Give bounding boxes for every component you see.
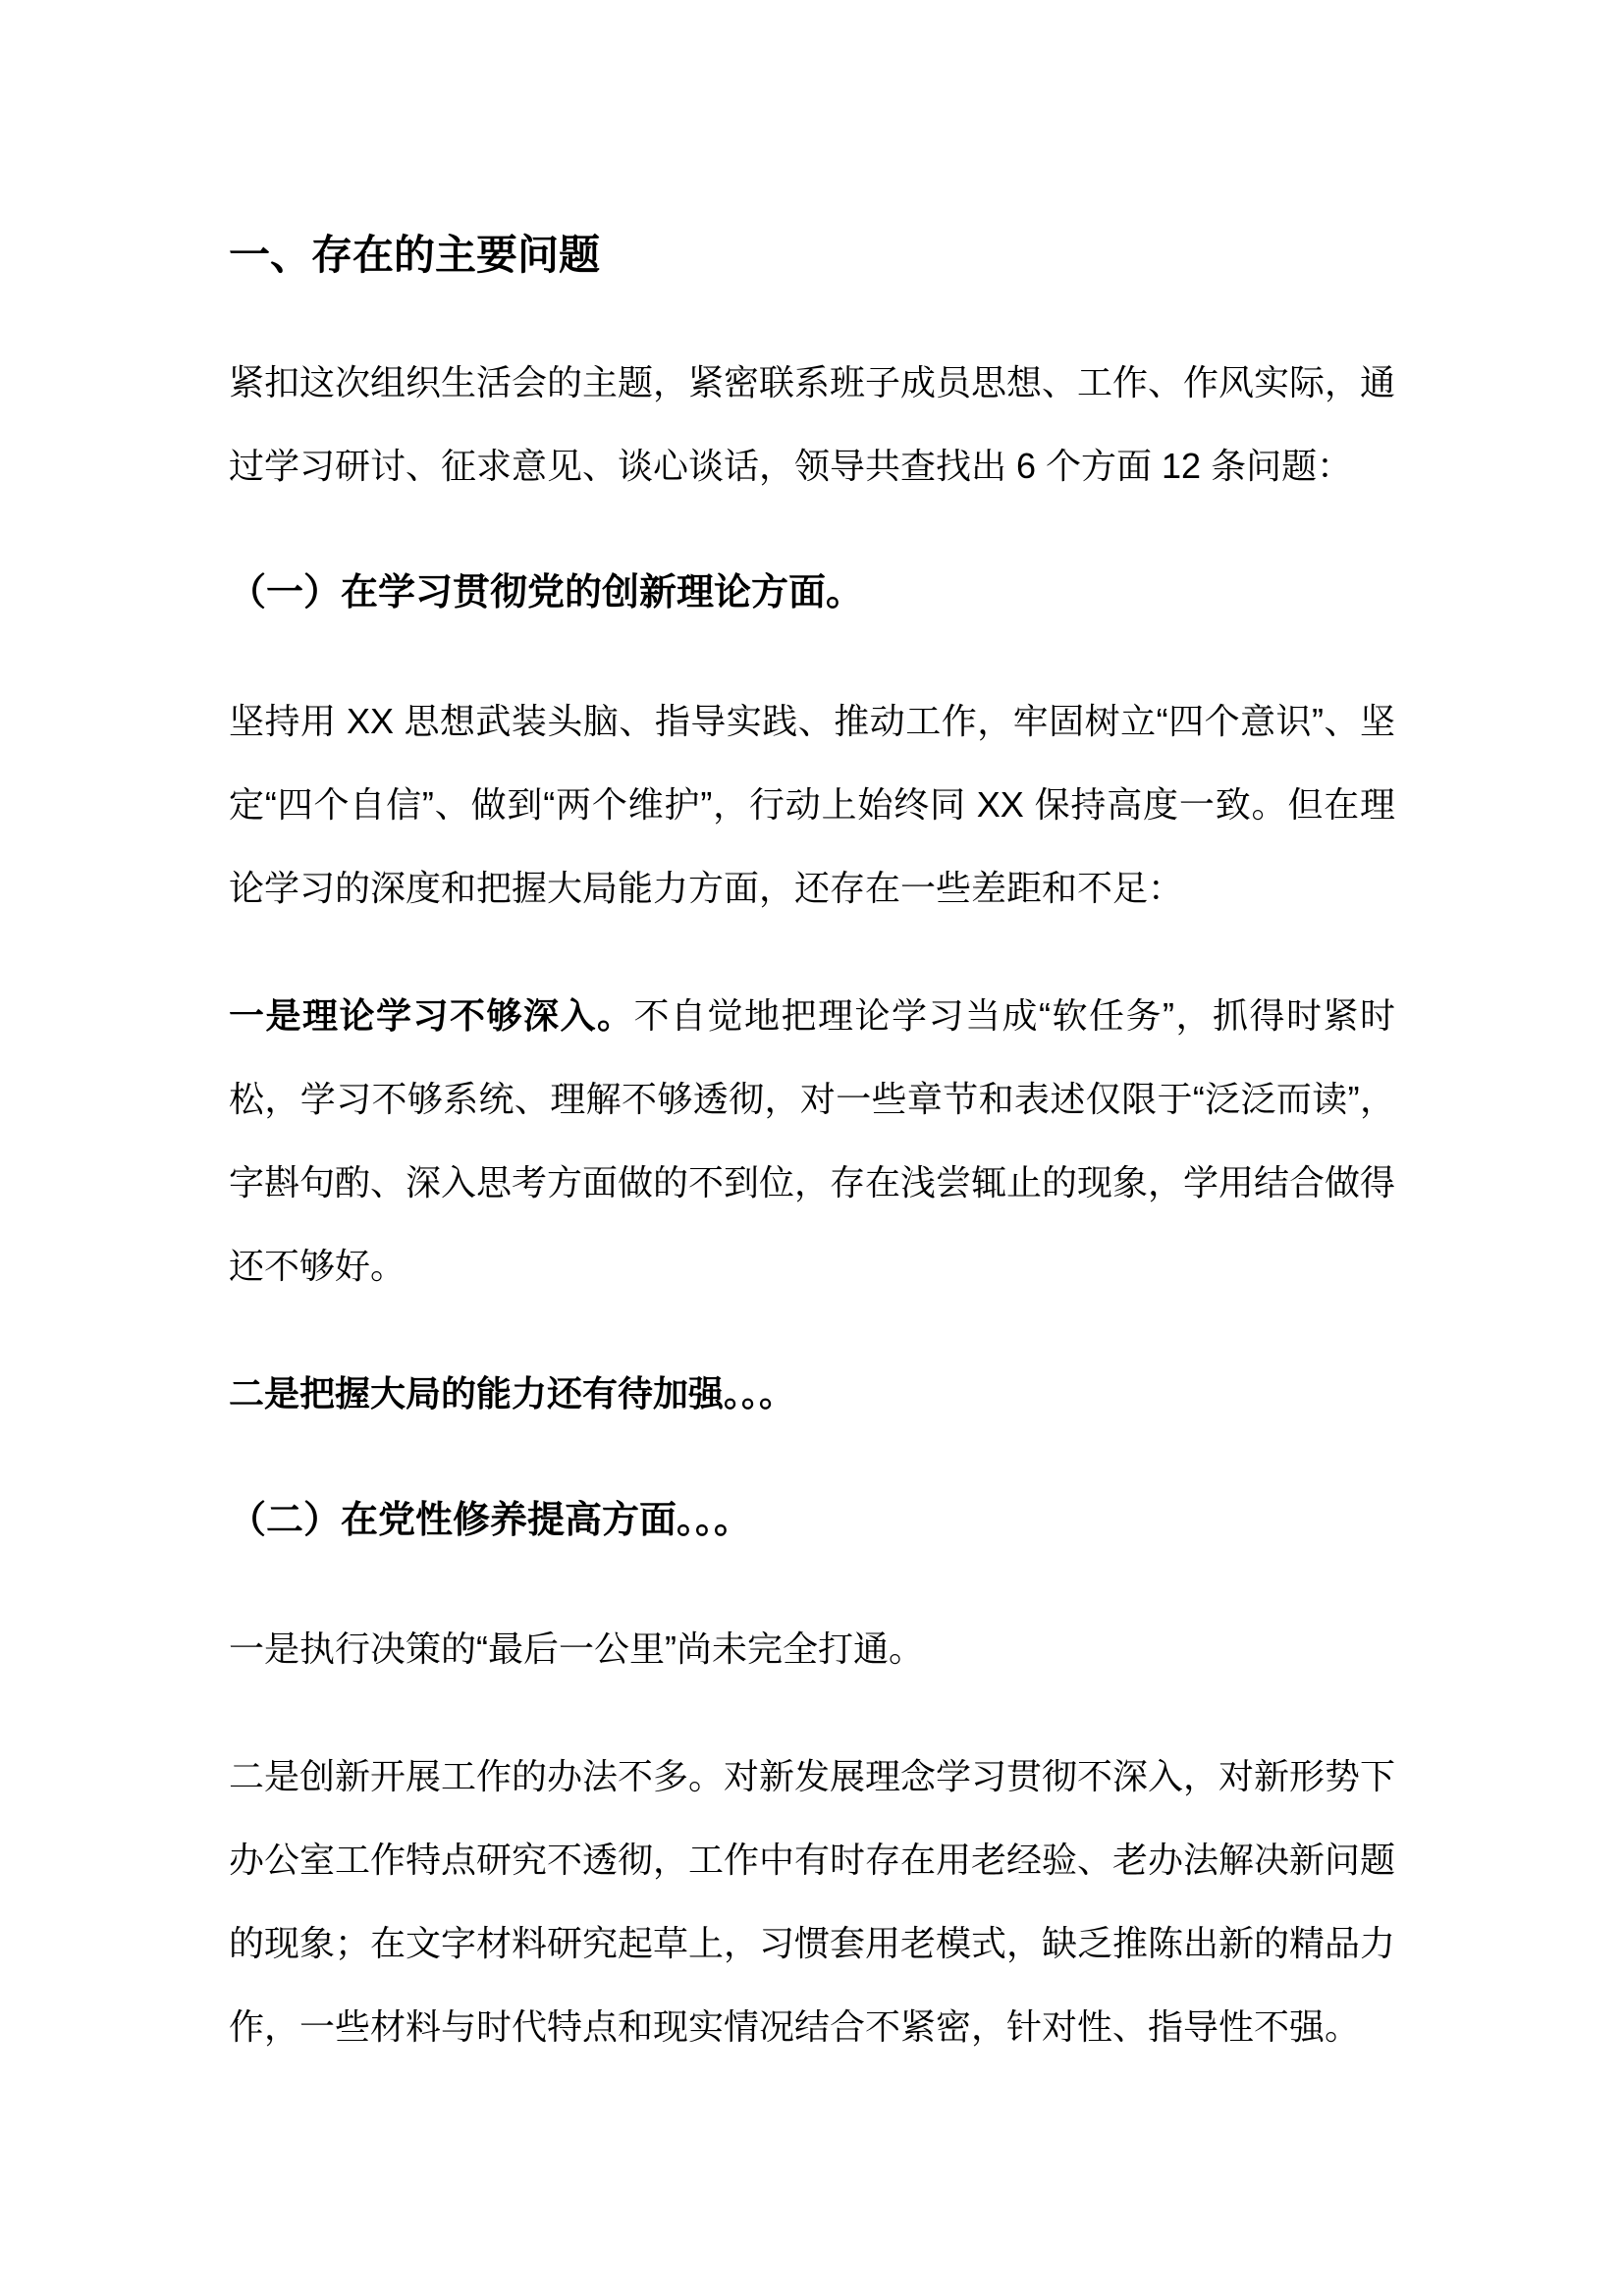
document-title: 一、存在的主要问题 [229, 232, 601, 278]
paragraph-intro: 紧扣这次组织生活会的主题，紧密联系班子成员思想、工作、作风实际，通过学习研讨、征求意见、谈心谈话，领导共查找出 6 个方面 12 条问题： [229, 362, 1396, 486]
paragraph-study-not-deep [229, 974, 1395, 1308]
paragraph-body-text: 不自觉地把理论学习当成“软任务”，抓得时紧时松，学习不够系统、理解不够透彻，对一些章节和表述仅限于“泛泛而读”，字斟句酌、深入思考方面做的不到位，存在浅尝辄止的现象，学用结合做得还不够好。 [229, 995, 1396, 1286]
paragraph-innovation-methods: 二是创新开展工作的办法不多。对新发展理念学习贯彻不深入，对新形势下办公室工作特点研究不透彻，工作中有时存在用老经验、老办法解决新问题的现象；在文字材料研究起草上，习惯套用老模式，缺乏推陈出新的精品力作，一些材料与时代特点和现实情况结合不紧密，针对性、指导性不强。 [229, 1756, 1396, 2047]
paragraph-last-mile: 一是执行决策的“最后一公里”尚未完全打通。 [229, 1629, 924, 1669]
paragraph-grasp-overall: 二是把握大局的能力还有待加强。。。 [229, 1373, 795, 1414]
section-heading-1: （一）在学习贯彻党的创新理论方面。 [229, 572, 864, 614]
section-heading-2: （二）在党性修养提高方面。。。 [229, 1500, 752, 1541]
paragraph-theory-overview: 坚持用 XX 思想武装头脑、指导实践、推动工作，牢固树立“四个意识”、坚定“四个自信”、做到“两个维护”，行动上始终同 XX 保持高度一致。但在理论学习的深度和把握大局能力方面，还存在一些差距和不足： [229, 701, 1395, 908]
paragraph-bold-lead: 一是理论学习不够深入。 [229, 995, 634, 1036]
